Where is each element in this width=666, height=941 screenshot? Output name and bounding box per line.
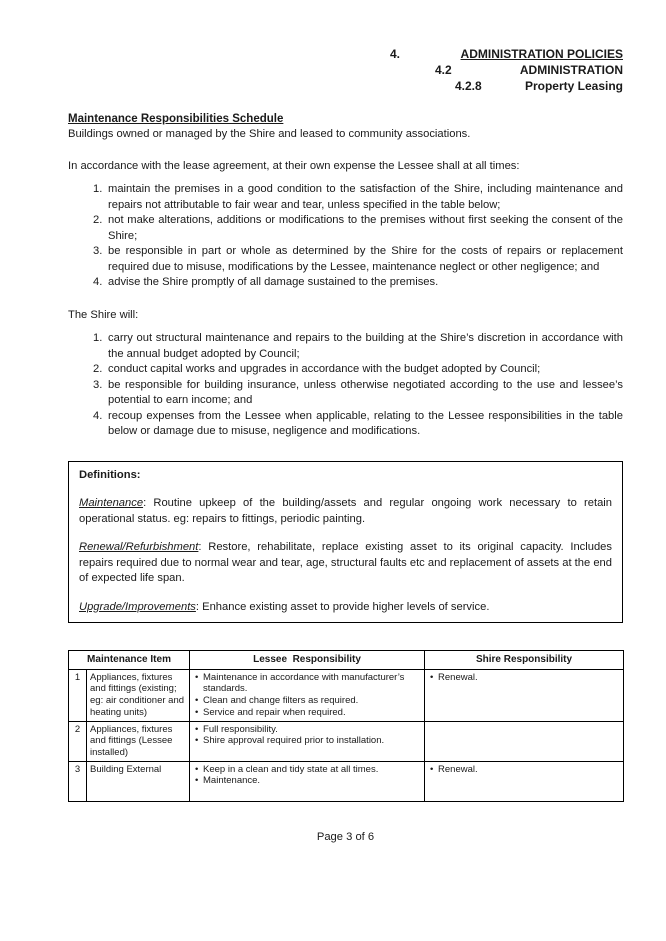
list-item-text: advise the Shire promptly of all damage sustained to the premises.: [108, 276, 439, 288]
table-row: [69, 721, 624, 761]
section-title: ADMINISTRATION POLICIES: [460, 47, 623, 61]
header-line-3: [68, 78, 623, 94]
list-item-number: 1.: [93, 332, 103, 344]
policy-title: Property Leasing: [524, 79, 623, 93]
maintenance-item-cell: Building External: [87, 761, 190, 801]
bullet-item: • Shire approval required prior to installation.: [193, 735, 421, 747]
definition-term: Upgrade/Improvements: [79, 600, 196, 613]
list-item: [68, 331, 623, 362]
col-header-shire-responsibility: Shire Responsibility: [425, 651, 624, 670]
list-item-text: be responsible in part or whole as determined by the Shire for the costs of repairs or replacement required due to misuse, modifications by the Lessee, maintenance neglect or other negligence; and: [108, 245, 623, 273]
subsection-title: ADMINISTRATION: [519, 63, 623, 77]
row-number: 3: [69, 761, 87, 801]
definition-term: Maintenance: [79, 497, 144, 509]
list-item-text: carry out structural maintenance and repairs to the building at the Shire’s discretion in accordance with the annual budget adopted by Council;: [108, 332, 623, 360]
lessee-responsibility-cell: [190, 761, 425, 801]
list-item: [68, 362, 623, 378]
list-item-number: 2.: [93, 363, 103, 375]
shire-responsibility-cell: [425, 761, 624, 801]
definition-upgrade: [79, 600, 612, 616]
list-item-number: 3.: [93, 245, 103, 257]
section-number: 4.: [390, 47, 401, 61]
shire-responsibility-cell: [425, 721, 624, 761]
list-item: [68, 409, 623, 440]
col-header-maintenance-item: Maintenance Item: [69, 651, 190, 670]
responsibility-table: [68, 650, 624, 802]
header-line-1: [68, 46, 623, 62]
list-item-text: maintain the premises in a good condition to the satisfaction of the Shire, including maintenance and repairs not attributable to fair wear and tear, unless specified in the table below;: [108, 183, 623, 211]
list-item-text: recoup expenses from the Lessee when applicable, relating to the Lessee responsibilities in the table below or damage due to misuse, negligence and modifications.: [108, 409, 623, 437]
definitions-box: [68, 461, 623, 624]
lessee-obligations-list: [68, 182, 623, 291]
definitions-heading: Definitions:: [79, 468, 141, 481]
list-item-number: 4.: [93, 409, 103, 422]
list-item-number: 4.: [93, 276, 103, 288]
list-item: [68, 182, 623, 213]
row-number: 2: [69, 721, 87, 761]
page-subtitle: Buildings owned or managed by the Shire and leased to community associations.: [68, 128, 471, 140]
maintenance-item-cell: Appliances, fixtures and fittings (existing; eg: air conditioner and heating units): [87, 669, 190, 721]
list-item-text: conduct capital works and upgrades in accordance with the budget adopted by Council;: [108, 363, 541, 375]
list-item-text: not make alterations, additions or modifications to the premises without first seeking the consent of the Shire;: [108, 214, 623, 242]
row-number: 1: [69, 669, 87, 721]
definition-term: Renewal/Refurbishment: [79, 541, 199, 553]
bullet-item: • Renewal.: [428, 764, 620, 776]
list-item-text: be responsible for building insurance, unless otherwise negotiated according to the use and lessee’s potential to earn income; and: [108, 378, 623, 406]
header-line-2: [68, 62, 623, 78]
bullet-item: • Service and repair when required.: [193, 707, 421, 719]
list-item-number: 1.: [93, 183, 103, 195]
subsection-number: 4.2: [435, 63, 452, 77]
table-header-row: [69, 651, 624, 670]
definition-text: : Enhance existing asset to provide higher levels of service.: [195, 600, 490, 613]
definition-renewal: [79, 540, 612, 587]
shire-responsibility-cell: [425, 669, 624, 721]
bullet-item: • Full responsibility.: [193, 724, 421, 736]
bullet-item: • Maintenance in accordance with manufacturer’s standards.: [193, 672, 421, 695]
list-item-number: 2.: [93, 214, 103, 226]
table-row: [69, 761, 624, 801]
definition-text: : Routine upkeep of the building/assets and regular ongoing work necessary to retain operational status. eg: repairs to fittings, periodic painting.: [79, 497, 612, 525]
list-item: [68, 213, 623, 244]
page-number: Page 3 of 6: [316, 830, 375, 843]
list-item-number: 3.: [93, 378, 103, 391]
policy-header: [68, 46, 623, 94]
col-header-lessee-responsibility: Lessee Responsibility: [190, 651, 425, 670]
lessee-intro: In accordance with the lease agreement, at their own expense the Lessee shall at all times:: [68, 159, 520, 172]
bullet-item: • Keep in a clean and tidy state at all times.: [193, 764, 421, 776]
maintenance-item-cell: Appliances, fixtures and fittings (Lessee installed): [87, 721, 190, 761]
bullet-item: • Maintenance.: [193, 775, 421, 787]
shire-intro: The Shire will:: [68, 308, 139, 321]
list-item: [68, 378, 623, 409]
table-row: [69, 669, 624, 721]
page-title: Maintenance Responsibilities Schedule: [68, 113, 284, 125]
definition-maintenance: [79, 496, 612, 527]
bullet-item: • Renewal.: [428, 672, 620, 684]
shire-obligations-list: [68, 331, 623, 440]
page-content: [68, 46, 623, 845]
policy-number: 4.2.8: [455, 79, 482, 93]
list-item: [68, 275, 623, 291]
lessee-responsibility-cell: [190, 669, 425, 721]
bullet-item: • Clean and change filters as required.: [193, 695, 421, 707]
definition-text: : Restore, rehabilitate, replace existing asset to its original capacity. Includes repairs required due to normal wear and tear, age, structural faults etc and replacement of assets at the end of expected life span.: [79, 541, 612, 584]
list-item: [68, 244, 623, 275]
lessee-responsibility-cell: [190, 721, 425, 761]
